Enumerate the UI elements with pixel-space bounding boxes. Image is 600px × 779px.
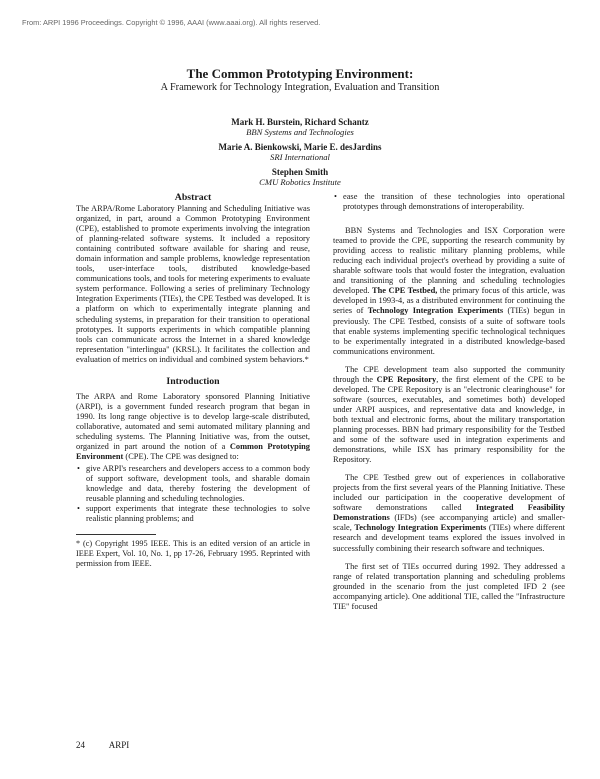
list-item: • ease the transition of these technologies into operational prototypes through demonstrations of interoperability.: [343, 192, 565, 212]
right-column: [333, 192, 565, 612]
list-item: • support experiments that integrate these technologies to solve realistic planning problems; and: [86, 504, 310, 524]
author-group: [0, 117, 600, 137]
title-block: [0, 66, 600, 94]
paper-subtitle: A Framework for Technology Integration, Evaluation and Transition: [160, 82, 440, 93]
goal-list: [76, 464, 310, 524]
introduction-paragraph: The ARPA and Rome Laboratory sponsored Planning Initiative (ARPI), is a government funded research program that began in 1990. Its long range objective is to develop large-scale distributed, collaborative, automated and semi automated military planning and scheduling systems. The Planning Initiative was, from the outset, organized in part around the notion of a Common Prototyping Environment (CPE). The CPE was designed to:: [76, 391, 310, 462]
author-affiliation: CMU Robotics Institute: [259, 177, 341, 187]
paragraph-testbed-origins: The CPE Testbed grew out of experiences in collaborative projects from the first several years of the Planning Initiative. These included our participation in the cooperative development of software demonstrations called Integrated Feasibility Demonstrations (IFDs) (see accompanying article) and smaller-scale, Technology Integration Experiments (TIEs) where different research and development teams explored the issues involved in successfully combining their research software and techniques.: [333, 473, 566, 553]
author-names: Marie A. Bienkowski, Marie E. desJardins: [218, 142, 382, 152]
author-group: [0, 167, 600, 187]
paragraph-repository: The CPE development team also supported the community through the CPE Repository, the first element of the CPE to be developed. The CPE Repository is an "electronic clearinghouse" for software (sources, executables, and sometimes both) developed under ARPI auspices, and representative data and knowledge, in both textual and electronic forms, about the military transportation planning processes. BBN had primary responsibility for the Testbed and some of the software used in integration experiments and demonstrations, while ISX has primary responsibility for the Repository.: [333, 364, 565, 465]
paper-title: The Common Prototyping Environment:: [186, 66, 414, 81]
goal-list-continued: [333, 192, 565, 212]
term-cpe-repository: CPE Repository: [376, 374, 437, 384]
term-cpe-testbed: The CPE Testbed,: [372, 286, 438, 296]
abstract-text: The ARPA/Rome Laboratory Planning and Scheduling Initiative was organized, in part, around a Common Prototyping Environment (CPE), established to promote experiments involving the integration of planning-related software systems. It included a repository containing contributed software available for sharing and reuse, domain information and sample problems, knowledge representation tools, user-interface tools, distributed knowledge-based communications tools, and tools for metering experiments to evaluate system performance. Following a series of preliminary Technology Integration Experiments (TIEs), the CPE Testbed was developed. It is a platform on which to experimentally integrate planning and scheduling systems, in preparation for their transition to operational prototypes. It supports experiments in which compatible planning tools can communicate across the Internet in a shared knowledge representation "interlingua" (KRSL). It facilitates the collection and evaluation of metrics on individual and combined system behaviors.*: [76, 204, 310, 364]
paragraph-cpe-providers: BBN Systems and Technologies and ISX Corporation were teamed to provide the CPE, supporting the research community by providing access to realistic military planning problems, while reducing each individual project's overhead by providing a suite of sharable software tools that would foster the integration, evaluation and transitioning of the planning and scheduling technologies developed. The CPE Testbed, the primary focus of this article, was developed in 1993-4, as a distributed environment for continuing the series of Technology Integration Experiments (TIEs) begun in previously. The CPE Testbed, consists of a suite of software tools that enable systems implementing specific technological techniques to be experimentally integrated in a distributed knowledge-based communications environment.: [333, 226, 566, 356]
author-names: Stephen Smith: [271, 167, 329, 177]
term-ifd: Integrated Feasibility Demonstrations: [333, 503, 565, 523]
source-line: From: ARPI 1996 Proceedings. Copyright © 1996, AAAI (www.aaai.org). All rights reserved.: [22, 18, 321, 27]
author-affiliation: BBN Systems and Technologies: [246, 127, 354, 137]
list-item: • give ARPI's researchers and developers access to a common body of support software, development tools, and sharable domain knowledge and data, thereby fostering the development of reusable planning and scheduling technologies.: [86, 464, 310, 504]
copyright-footnote: * (c) Copyright 1995 IEEE. This is an edited version of an article in IEEE Expert, Vol. 10, No. 1, pp 17-26, February 1995. Reprinted with permission from IEEE.: [76, 539, 310, 569]
page-footer: [76, 740, 151, 750]
author-list: [0, 117, 600, 192]
author-group: [0, 142, 600, 162]
paragraph-first-ties: The first set of TIEs occurred during 1992. They addressed a range of related transportation planning and scheduling problems grounded in the scenario from the just completed IFD 2 (see accompanying article). One additional TIE, called the "Infrastructure TIE" focused: [333, 561, 565, 611]
page-number: 24: [76, 740, 85, 750]
introduction-heading: Introduction: [166, 375, 220, 387]
term-cpe: Common Prototyping Environment: [76, 441, 310, 462]
term-tie-2: Technology Integration Experiments: [354, 523, 487, 533]
left-column: [76, 192, 310, 569]
author-affiliation: SRI International: [270, 152, 330, 162]
abstract-heading: Abstract: [174, 192, 212, 203]
author-names: Mark H. Burstein, Richard Schantz: [231, 117, 369, 127]
footnote-divider: [76, 534, 156, 535]
venue-label: ARPI: [108, 740, 130, 750]
term-tie: Technology Integration Experiments: [367, 306, 504, 316]
